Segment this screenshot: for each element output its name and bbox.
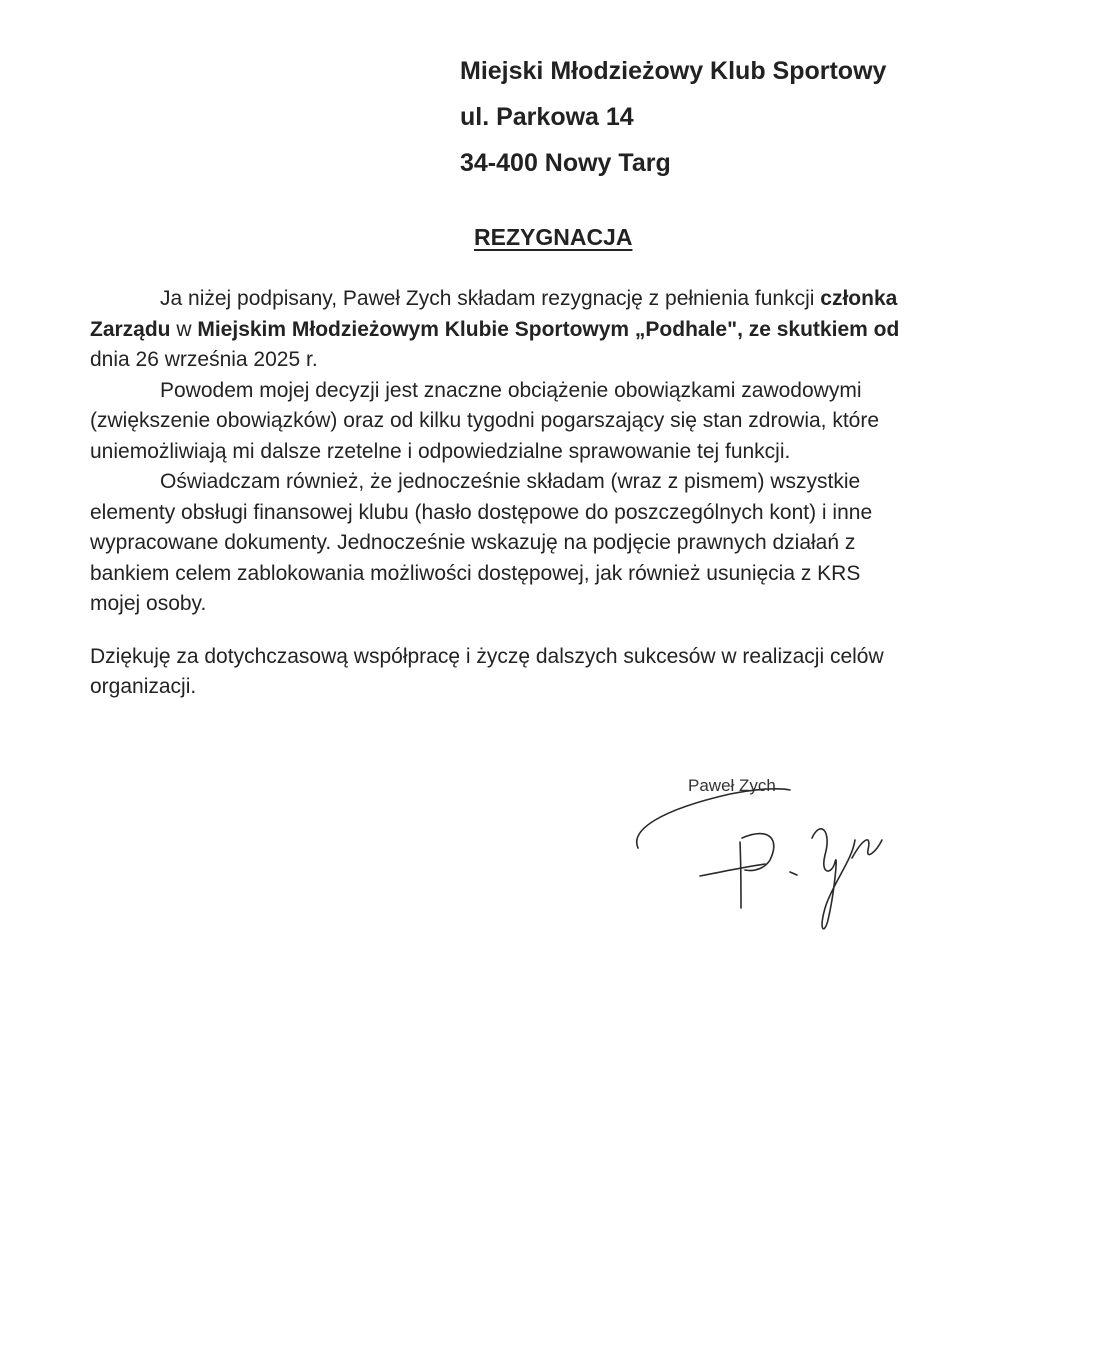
paragraph-1-line-3: dnia 26 września 2025 r. bbox=[90, 348, 318, 371]
paragraph-3-line-1: Oświadczam również, że jednocześnie składam (wraz z pismem) wszystkie bbox=[160, 470, 861, 493]
signature-stroke bbox=[812, 829, 855, 929]
document-title: REZYGNACJA bbox=[474, 224, 633, 250]
recipient-street: ul. Parkowa 14 bbox=[460, 103, 634, 131]
paragraph-gap bbox=[90, 620, 1005, 642]
closing-line-1: Dziękuję za dotychczasową współpracę i życzę dalszych sukcesów w realizacji celów bbox=[90, 644, 884, 668]
signature-stroke bbox=[852, 840, 882, 858]
bold-text: członka bbox=[820, 287, 898, 310]
paragraph-1-line-2 bbox=[90, 315, 1005, 346]
paragraph-1-line-1 bbox=[90, 284, 1005, 315]
signature-stroke bbox=[740, 842, 741, 908]
handwritten-signature-icon bbox=[620, 780, 900, 940]
paragraph-3-line-4: bankiem celem zablokowania możliwości dostępowej, jak również usunięcia z KRS bbox=[90, 561, 861, 585]
letter-body bbox=[90, 284, 1005, 703]
text-span: Ja niżej podpisany, Paweł Zych składam rezygnację z pełnienia funkcji bbox=[160, 287, 821, 310]
bold-text: Zarządu bbox=[90, 317, 171, 341]
paragraph-3-line-5: mojej osoby. bbox=[90, 592, 207, 615]
signature-stroke bbox=[790, 872, 797, 875]
signature-stroke bbox=[637, 789, 790, 848]
paragraph-2-line-1: Powodem mojej decyzji jest znaczne obciążenie obowiązkami zawodowymi bbox=[160, 378, 862, 402]
recipient-address bbox=[460, 48, 886, 186]
closing-line-2: organizacji. bbox=[90, 675, 197, 698]
paragraph-3-line-3: wypracowane dokumenty. Jednocześnie wskazuję na podjęcie prawnych działań z bbox=[90, 531, 856, 554]
recipient-organization: Miejski Młodzieżowy Klub Sportowy bbox=[460, 57, 887, 85]
signature-printed-name: Paweł Zych bbox=[688, 776, 776, 795]
recipient-city: 34-400 Nowy Targ bbox=[460, 149, 671, 177]
paragraph-2-line-2: (zwiększenie obowiązków) oraz od kilku tygodni pogarszający się stan zdrowia, które bbox=[90, 409, 880, 432]
paragraph-3-line-2: elementy obsługi finansowej klubu (hasło dostępowe do poszczególnych kont) i inne bbox=[90, 500, 873, 524]
text-span: w bbox=[170, 317, 198, 341]
paragraph-2-line-3: uniemożliwiają mi dalsze rzetelne i odpowiedzialne sprawowanie tej funkcji. bbox=[90, 439, 791, 463]
bold-text: Miejskim Młodzieżowym Klubie Sportowym „Podhale", ze skutkiem od bbox=[197, 317, 900, 341]
